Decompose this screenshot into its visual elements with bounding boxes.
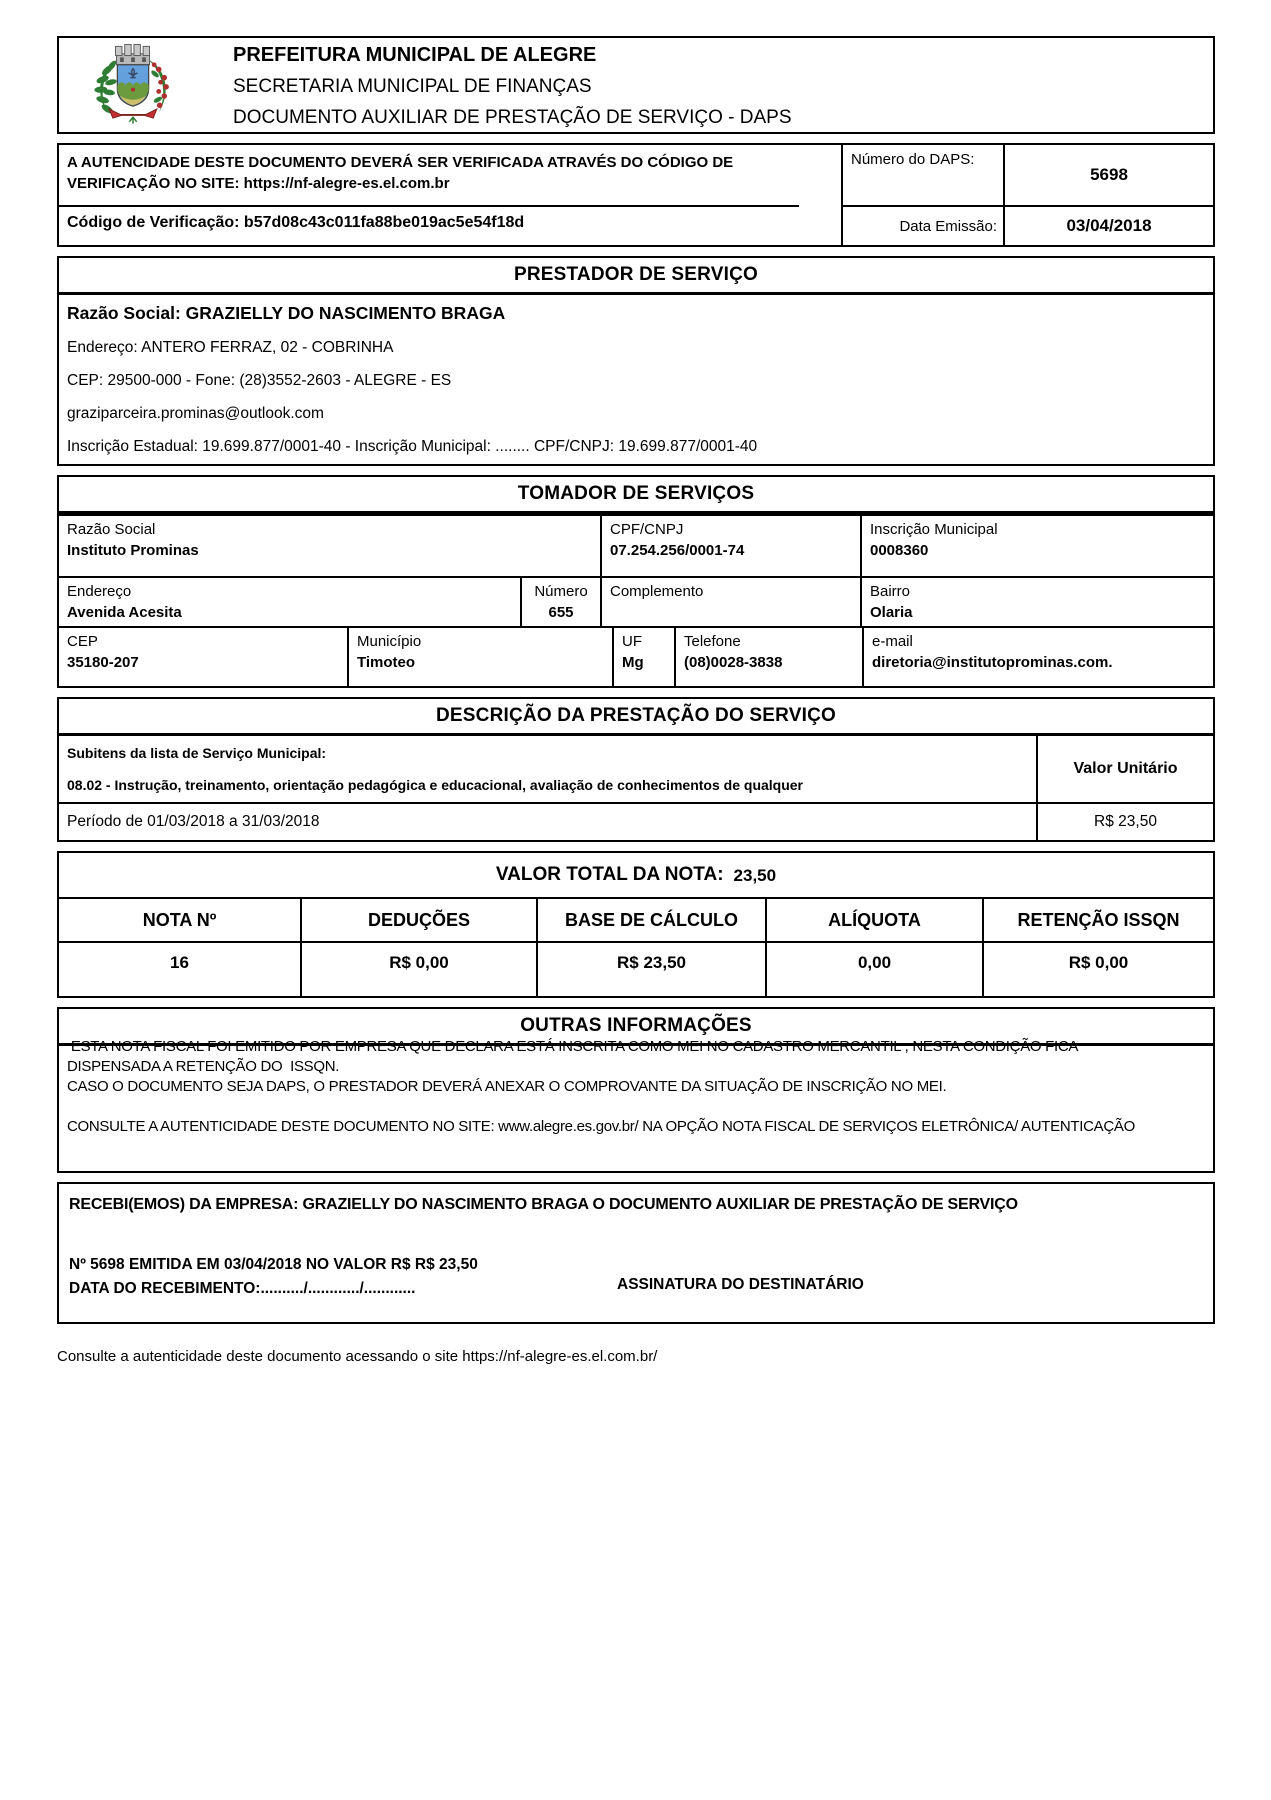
tomador-email-value: diretoria@institutoprominas.com. <box>872 654 1113 671</box>
outras-informacoes-title: OUTRAS INFORMAÇÕES <box>59 1009 1213 1046</box>
tomador-bairro-cell <box>862 578 1213 626</box>
totais-section <box>57 851 1215 998</box>
verification-section <box>57 143 1215 247</box>
daps-number-label: Número do DAPS: <box>843 145 1005 207</box>
col-deducoes: DEDUÇÕES <box>302 899 538 941</box>
tomador-telefone-label: Telefone <box>684 633 741 650</box>
value-aliquota: 0,00 <box>767 943 984 996</box>
tomador-cep-value: 35180-207 <box>67 654 139 671</box>
valor-total-label: VALOR TOTAL DA NOTA: <box>495 864 724 885</box>
tomador-razao-social-label: Razão Social <box>67 521 156 538</box>
prestador-section <box>57 256 1215 466</box>
tomador-section <box>57 475 1215 688</box>
tomador-municipio-value: Timoteo <box>357 654 416 671</box>
daps-number-block <box>843 145 1213 245</box>
valor-total-value: 23,50 <box>733 866 777 885</box>
tomador-email-label: e-mail <box>872 633 913 650</box>
outras-line-3: CASO O DOCUMENTO SEJA DAPS, O PRESTADOR DEVERÁ ANEXAR O COMPROVANTE DA SITUAÇÃO DE INSCRIÇÃO NO MEI. <box>67 1078 947 1095</box>
recibo-declaracao: RECEBI(EMOS) DA EMPRESA: GRAZIELLY DO NASCIMENTO BRAGA O DOCUMENTO AUXILIAR DE PRESTAÇÃO DE SERVIÇO <box>69 1196 1018 1213</box>
prestador-cep-fone: CEP: 29500-000 - Fone: (28)3552-2603 - ALEGRE - ES <box>67 372 452 389</box>
tomador-section-title: TOMADOR DE SERVIÇOS <box>59 477 1213 514</box>
tomador-endereco-label: Endereço <box>67 583 132 600</box>
value-deducoes: R$ 0,00 <box>302 943 538 996</box>
descricao-row-1 <box>59 736 1213 802</box>
outras-line-4: CONSULTE A AUTENTICIDADE DESTE DOCUMENTO NO SITE: www.alegre.es.gov.br/ NA OPÇÃO NOTA FISCAL DE SERVIÇOS ELETRÔNICA/ AUTENTICAÇÃO <box>67 1118 1135 1135</box>
descricao-section-title: DESCRIÇÃO DA PRESTAÇÃO DO SERVIÇO <box>59 699 1213 736</box>
periodo-text: Período de 01/03/2018 a 31/03/2018 <box>59 804 1038 840</box>
subitem-text: 08.02 - Instrução, treinamento, orientação pedagógica e educacional, avaliação de conhecimentos de qualquer <box>67 777 804 793</box>
col-retencao-issqn: RETENÇÃO ISSQN <box>1017 909 1180 930</box>
value-nota-numero: 16 <box>59 943 302 996</box>
nota-table-header <box>59 899 1213 943</box>
tomador-uf-cell <box>614 628 676 686</box>
tomador-municipio-cell <box>349 628 614 686</box>
tomador-endereco-cell <box>59 578 522 626</box>
tomador-cpf-cnpj-label: CPF/CNPJ <box>610 521 684 538</box>
col-nota-numero: NOTA Nº <box>59 899 302 941</box>
tomador-uf-label: UF <box>622 633 642 650</box>
recibo-emissao: Nº 5698 EMITIDA EM 03/04/2018 NO VALOR R$ R$ 23,50 <box>69 1256 478 1273</box>
tomador-cep-label: CEP <box>67 633 98 650</box>
tomador-telefone-cell <box>676 628 864 686</box>
tomador-numero-label: Número <box>534 583 588 600</box>
outras-line-2: DISPENSADA A RETENÇÃO DO ISSQN. <box>67 1058 340 1075</box>
descricao-section <box>57 697 1215 842</box>
footer-authenticity-note: Consulte a autenticidade deste documento acessando o site https://nf-alegre-es.el.com.br/ <box>57 1348 658 1365</box>
tomador-cpf-cnpj-cell <box>602 516 862 576</box>
valor-unitario-value: R$ 23,50 <box>1094 813 1157 830</box>
outras-informacoes-body <box>59 1037 1213 1171</box>
prestador-razao-social: Razão Social: GRAZIELLY DO NASCIMENTO BRAGA <box>67 303 506 323</box>
prestador-inscricoes: Inscrição Estadual: 19.699.877/0001-40 - Inscrição Municipal: ........ CPF/CNPJ: 19.699.877/0001-40 <box>67 438 758 455</box>
tomador-numero-cell <box>522 578 602 626</box>
tomador-email-cell <box>864 628 1213 686</box>
valor-total-row <box>59 853 1213 899</box>
valor-unitario-header: Valor Unitário <box>1073 760 1178 777</box>
municipal-coat-of-arms-icon <box>85 39 181 131</box>
tomador-razao-social-value: Instituto Prominas <box>67 542 199 559</box>
org-name: PREFEITURA MUNICIPAL DE ALEGRE <box>233 43 597 66</box>
tomador-row-1 <box>59 514 1213 576</box>
daps-number-value: 5698 <box>1005 145 1213 207</box>
tomador-municipio-label: Município <box>357 633 422 650</box>
verification-code: Código de Verificação: b57d08c43c011fa88be019ac5e54f18d <box>67 214 525 231</box>
descricao-subitens-cell <box>59 736 1038 802</box>
subitens-label: Subitens da lista de Serviço Municipal: <box>67 745 327 761</box>
recibo-section <box>57 1182 1215 1324</box>
prestador-section-title: PRESTADOR DE SERVIÇO <box>59 258 1213 295</box>
tomador-inscricao-municipal-label: Inscrição Municipal <box>870 521 998 538</box>
col-base-calculo: BASE DE CÁLCULO <box>538 899 767 941</box>
tomador-endereco-value: Avenida Acesita <box>67 604 182 621</box>
tomador-bairro-value: Olaria <box>870 604 913 621</box>
tomador-complemento-label: Complemento <box>610 583 704 600</box>
prestador-endereco: Endereço: ANTERO FERRAZ, 02 - COBRINHA <box>67 339 394 356</box>
outras-blank-line <box>67 1097 1205 1117</box>
nota-table-values <box>59 943 1213 996</box>
prestador-email: graziparceira.prominas@outlook.com <box>67 405 324 422</box>
outras-line-1: ESTA NOTA FISCAL FOI EMITIDO POR EMPRESA QUE DECLARA ESTÁ INSCRITA COMO MEI NO CADASTRO MERCANTIL , NESTA CONDIÇÃO FICA <box>67 1038 1079 1055</box>
tomador-cep-cell <box>59 628 349 686</box>
tomador-bairro-label: Bairro <box>870 583 911 600</box>
issue-date-value: 03/04/2018 <box>1066 216 1152 235</box>
tomador-telefone-value: (08)0028-3838 <box>684 654 783 671</box>
recibo-data-recebimento: DATA DO RECEBIMENTO:........../............/............ <box>69 1280 416 1297</box>
tomador-inscricao-municipal-value: 0008360 <box>870 542 929 559</box>
value-base-calculo: R$ 23,50 <box>538 943 767 996</box>
col-aliquota: ALÍQUOTA <box>767 899 984 941</box>
descricao-row-2 <box>59 802 1213 840</box>
tomador-row-2 <box>59 576 1213 626</box>
tomador-inscricao-municipal-cell <box>862 516 1213 576</box>
tomador-uf-value: Mg <box>622 654 644 671</box>
authenticity-notice: A AUTENCIDADE DESTE DOCUMENTO DEVERÁ SER VERIFICADA ATRAVÉS DO CÓDIGO DE VERIFICAÇÃO NO SITE: https://nf-alegre-es.el.com.br <box>59 145 799 207</box>
document-type-title: DOCUMENTO AUXILIAR DE PRESTAÇÃO DE SERVIÇO - DAPS <box>233 106 792 128</box>
document-header <box>57 36 1215 134</box>
value-retencao-issqn: R$ 0,00 <box>1068 953 1129 972</box>
tomador-cpf-cnpj-value: 07.254.256/0001-74 <box>610 542 745 559</box>
outras-informacoes-section <box>57 1007 1215 1173</box>
verification-left <box>59 145 843 245</box>
header-titles <box>233 38 792 133</box>
assinatura-destinatario-label: ASSINATURA DO DESTINATÁRIO <box>617 1276 864 1293</box>
tomador-complemento-cell <box>602 578 862 626</box>
tomador-row-3 <box>59 626 1213 686</box>
issue-date-label: Data Emissão: <box>843 207 1005 245</box>
org-department: SECRETARIA MUNICIPAL DE FINANÇAS <box>233 75 592 97</box>
tomador-razao-social-cell <box>59 516 602 576</box>
tomador-numero-value: 655 <box>548 604 574 621</box>
